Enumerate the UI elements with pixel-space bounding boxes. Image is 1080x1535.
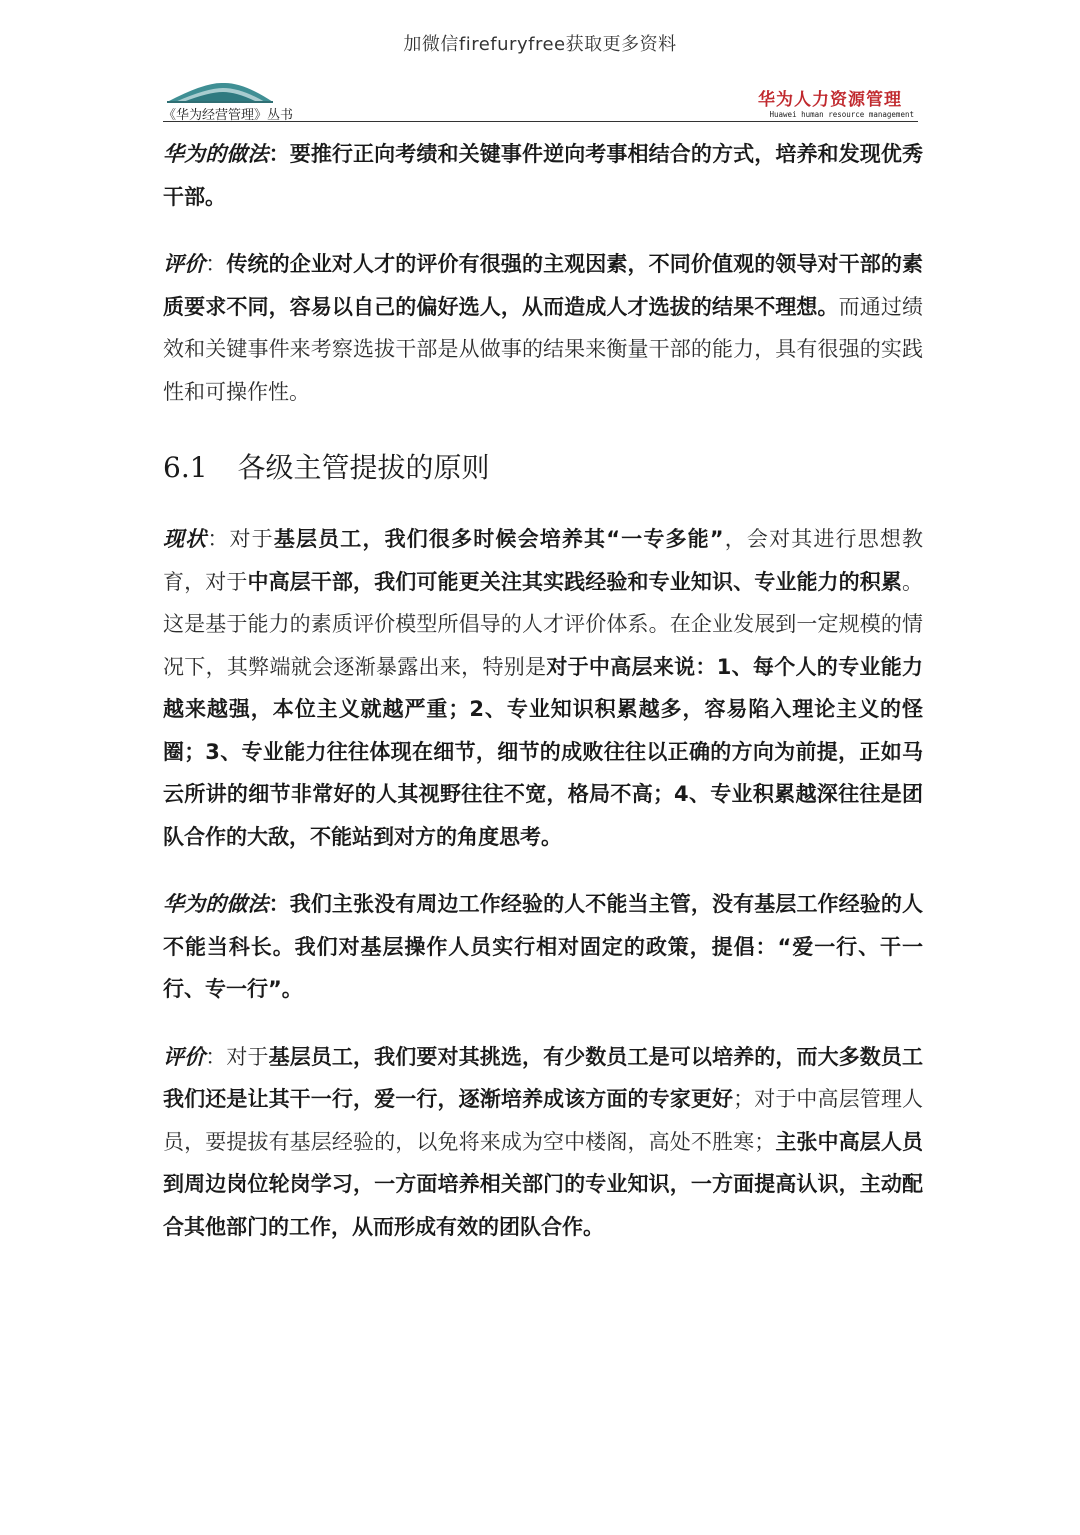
paragraph-label: 评价 (163, 252, 206, 276)
paragraph-text-bold: 基层员工，我们要对其挑选，有少数员工是可以培养的，而大多数员工我们还是让其干一行，爱一行，逐渐培养成该方面的专家更好 (163, 1044, 924, 1111)
brand-subtitle: Huawei human resource management (769, 110, 914, 119)
paragraph-label: 华为的做法 (163, 892, 269, 916)
label-separator: ： (205, 1044, 227, 1069)
paragraph-text-bold: 基层员工，我们很多时候会培养其“一专多能” (273, 527, 724, 551)
paragraph-text: 对于 (226, 1044, 269, 1069)
paragraph-text-bold: 对于中高层来说：1、每个人的专业能力越来越强，本位主义就越严重；2、专业知识积累越多，容易陷入理论主义的怪圈；3、专业能力往往体现在细节，细节的成败往往以正确的方向为前提，正如马云所讲的细节非常好的人其视野往往不宽，格局不高；4、专业积累越深往往是团队合作的大敌，不能站到对方的角度思考。 (163, 654, 923, 849)
paragraph-text-bold: 主张中高层人员到周边岗位轮岗学习，一方面培养相关部门的专业知识，一方面提高认识，主动配合其他部门的工作，从而形成有效的团队合作。 (163, 1129, 924, 1239)
paragraph-text: ，会对其进行思想教育，对于 (163, 527, 924, 594)
paragraph-evaluation-1 (163, 243, 923, 413)
paragraph-status (163, 518, 923, 858)
paragraph-label: 现状 (163, 527, 208, 551)
paragraph-text: 对于 (229, 527, 274, 551)
paragraph-huawei-practice-1 (163, 133, 923, 218)
series-title: 《华为经营管理》丛书 (163, 108, 294, 123)
paragraph-text: 。这是基于能力的素质评价模型所倡导的人才评价体系。在企业发展到一定规模的情况下，其弊端就会逐渐暴露出来，特别是 (163, 569, 924, 679)
paragraph-evaluation-2 (163, 1036, 923, 1249)
page-header (163, 76, 918, 126)
section-title: 各级主管提拔的原则 (237, 451, 490, 484)
paragraph-text: 而通过绩效和关键事件来考察选拔干部是从做事的结果来衡量干部的能力，具有很强的实践性和可操作性。 (163, 294, 923, 404)
watermark-text: 加微信firefuryfree获取更多资料 (403, 34, 677, 55)
brand-title: 华为人力资源管理 (758, 90, 902, 110)
paragraph-text: ；对于中高层管理人员，要提拔有基层经验的，以免将来成为空中楼阁，高处不胜寒； (163, 1087, 924, 1154)
paragraph-text-bold: 中高层干部，我们可能更关注其实践经验和专业知识、专业能力的积累 (247, 569, 903, 594)
paragraph-label: 评价 (163, 1044, 206, 1069)
page-body (163, 133, 923, 1273)
header-divider (163, 121, 918, 122)
section-number: 6.1 (163, 451, 208, 484)
paragraph-text-bold: 传统的企业对人才的评价有很强的主观因素，不同价值观的领导对干部的素质要求不同，容易以自己的偏好选人，从而造成人才选拔的结果不理想。 (163, 252, 924, 319)
mountain-logo-icon (165, 80, 275, 104)
label-separator: ： (268, 892, 290, 916)
paragraph-text: 要推行正向考绩和关键事件逆向考事相结合的方式，培养和发现优秀干部。 (163, 142, 924, 209)
section-heading (163, 448, 923, 488)
label-separator: ： (207, 527, 230, 551)
paragraph-text: 我们主张没有周边工作经验的人不能当主管，没有基层工作经验的人不能当科长。我们对基层操作人员实行相对固定的政策，提倡：“爱一行、干一行、专一行”。 (163, 892, 924, 1001)
paragraph-huawei-practice-2 (163, 883, 923, 1011)
paragraph-label: 华为的做法 (163, 142, 269, 166)
label-separator: ： (268, 142, 290, 166)
label-separator: ： (205, 252, 227, 276)
